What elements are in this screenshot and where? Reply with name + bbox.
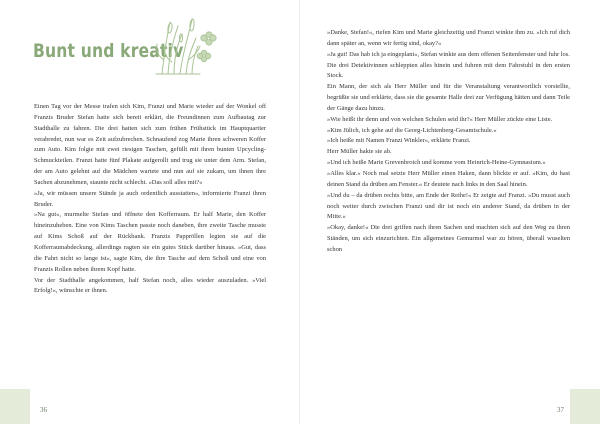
paragraph: »Alles klar.« Noch mal setzte Herr Müller einen Haken, dann blickte er auf. »Kim, du hast deinen Stand da drüben am Fenster.« Er deutete nach links in den Saal hinein. — [327, 169, 570, 188]
paragraph: Herr Müller hakte sie ab. — [327, 148, 392, 156]
plant-illustration — [152, 16, 218, 76]
paragraph: »Wie heißt ihr denn und von welchen Schulen seid ihr?« Herr Müller zückte eine Liste. — [327, 115, 553, 123]
page-number-right: 37 — [557, 406, 564, 414]
paragraph: »Danke, Stefan!«, riefen Kim und Marie gleichzeitig und Franzi winkte ihm zu. »Ich ruf dich dann später an, wenn wir fertig sind, okay?« — [327, 29, 570, 47]
right-page — [300, 0, 600, 424]
paragraph: »Okay, danke!« Die drei griffen nach ihren Sachen und machten sich auf den Weg zu ihren Ständen, um sich einzurichten. Ein allgemeines Gemurmel war zu hören, überall wuselten schon — [327, 224, 570, 253]
paragraph: »Kim Jülich, ich gehe auf die Georg-Lichtenberg-Gesamtschule.« — [327, 126, 497, 134]
folio-tab-right — [570, 389, 600, 424]
left-text-column — [34, 102, 266, 297]
paragraph: Vor der Stadthalle angekommen, half Stefan noch, alles wieder auszuladen. »Viel Erfolg!«, wünschte er ihnen. — [34, 276, 266, 295]
folio-tab-left — [0, 389, 30, 424]
right-text-column — [327, 28, 570, 256]
paragraph: Ein Mann, der sich als Herr Müller und für die Veranstaltung verantwortlich vorstellte, begrüßte sie und erklärte, dass sie die gesamte Halle drei zur Verfügung hätten und dann Teile der Gänge dazu hinzu. — [327, 83, 570, 112]
page-number-left: 36 — [40, 406, 47, 414]
paragraph: Einen Tag vor der Messe trafen sich Kim, Franzi und Marie wieder auf der Wonkel off Franzis Bruder Stefan hatte sich bereit erklärt, die Freundinnen zum Aufbautag zur Stadthalle zu fahren. Die drei hatten sich zum frühen Frühstück im Hauptquartier verabredet, nun war es Zeit aufzubrechen. Schnaufend zog Marie ihren schweren Koffer zum Auto. Kim folgte mit zwei riesigen Taschen, gefüllt mit ihren bunten Upcycling-Schmuckteilen. Franzi hatte fünf Plakate aufgerollt und trug sie unter dem Arm. Stefan, der am Auto gelehnt auf die Mädchen wartete und nun auf sie zukam, um ihnen ihre Sachen abzunehmen, staunte nicht schlecht. »Das soll alles mit?« — [34, 103, 266, 186]
paragraph: Die drei Detektivinnen schleppten alles hinein und fuhren mit dem Fahrstuhl in den ersten Stock. — [327, 61, 570, 80]
paragraph: »Ja gut! Das hab ich ja eingeplant«, Stefan winkte aus dem offenen Seitenfenster und fuhr los. — [327, 50, 570, 58]
paragraph: »Und ich heiße Marie Grevenbroich und komme vom Heinrich-Heine-Gymnasium.« — [327, 159, 546, 167]
chapter-title: Bunt und kreativ — [33, 40, 184, 62]
paragraph: »Na gut«, murmelte Stefan und öffnete den Kofferraum. Er half Marie, den Koffer hineinzuheben. Eine von Kims Taschen passte noch daneben, ihre zweite Tasche musste auf Kims Schoß auf der Rückbank. Franzis Pappröllen legten sie auf die Kofferraumabdeckung, allerdings ragten sie ein gutes Stück darüber hinaus. »Gut, dass die Fahrt nicht so lange ist«, sagte Kim, die ihre Tasche auf dem Schoß und eine von Franzis Rollen neben ihrem Kopf hatte. — [34, 211, 266, 273]
paragraph: »Ja, wir müssen unsere Stände ja auch ordentlich ausstatten«, informierte Franzi ihren Bruder. — [34, 189, 266, 208]
paragraph: »Ich heiße mit Namen Franzi Winkler«, erklärte Franzi. — [327, 137, 471, 145]
paragraph: »Und du – da drüben rechts bitte, am Ende der Reihe!« Er zeigte auf Franzi. »Du musst auch noch weiter durch zwischen Franzi und dir ist noch ein anderer Stand, da drüben in der Mitte.« — [327, 191, 570, 221]
